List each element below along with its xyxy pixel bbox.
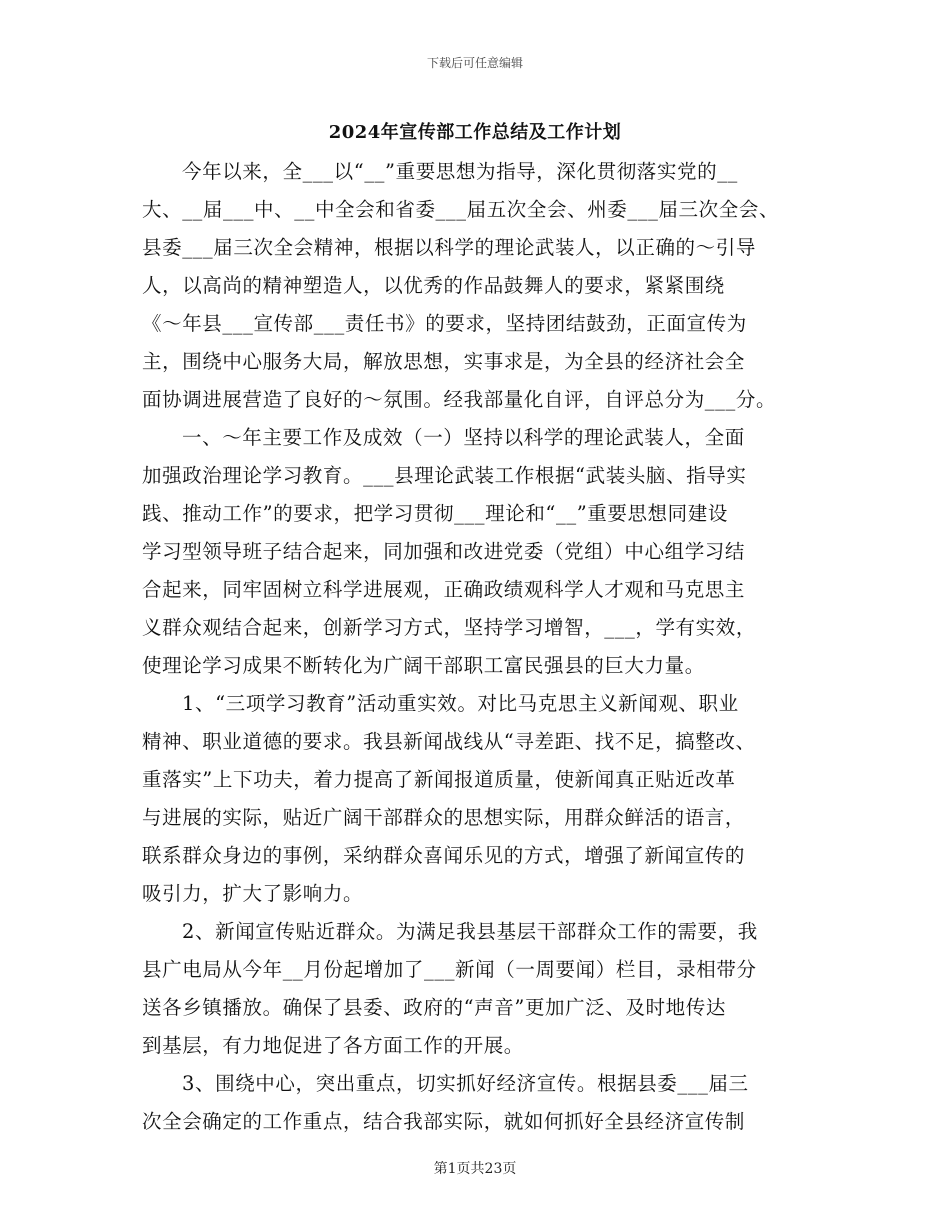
text-line: 使理论学习成果不断转化为广阔干部职工富民强县的巨大力量。 <box>142 654 705 677</box>
text-line: 联系群众身边的事例，采纳群众喜闻乐见的方式，增强了新闻宣传的 <box>142 844 746 867</box>
text-line: 义群众观结合起来，创新学习方式，坚持学习增智，___，学有实效， <box>142 616 756 639</box>
text-line: 县委___届三次全会精神，根据以科学的理论武装人，以正确的～引导 <box>142 236 756 259</box>
text-line: 送各乡镇播放。确保了县委、政府的“声音”更加广泛、及时地传达 <box>142 996 726 1019</box>
text-line: 一、～年主要工作及成效（一）坚持以科学的理论武装人，全面 <box>182 426 745 449</box>
page-footer: 第1页共23页 <box>433 1161 517 1177</box>
text-line: 与进展的实际，贴近广阔干部群众的思想实际，用群众鲜活的语言， <box>142 806 746 829</box>
text-line: 3、围绕中心，突出重点，切实抓好经济宣传。根据县委___届三 <box>182 1072 749 1095</box>
text-line: 人，以高尚的精神塑造人，以优秀的作品鼓舞人的要求，紧紧围绕 <box>142 274 725 297</box>
document-title: 2024年宣传部工作总结及工作计划 <box>328 122 622 143</box>
text-line: 学习型领导班子结合起来，同加强和改进党委（党组）中心组学习结 <box>142 540 746 563</box>
text-line: 重落实”上下功夫，着力提高了新闻报道质量，使新闻真正贴近改革 <box>142 768 736 791</box>
download-note: 下载后可任意编辑 <box>426 56 523 70</box>
text-line: 县广电局从今年__月份起增加了___新闻（一周要闻）栏目，录相带分 <box>142 958 757 981</box>
text-line: 精神、职业道德的要求。我县新闻战线从“寻差距、找不足，搞整改、 <box>142 730 756 753</box>
text-line: 大、__届___中、__中全会和省委___届五次全会、州委___届三次全会、 <box>142 198 780 221</box>
text-line: 到基层，有力地促进了各方面工作的开展。 <box>142 1034 524 1057</box>
text-line: 1、“三项学习教育”活动重实效。对比马克思主义新闻观、职业 <box>182 692 739 715</box>
text-line: 2、新闻宣传贴近群众。为满足我县基层干部群众工作的需要，我 <box>182 920 758 943</box>
text-line: 合起来，同牢固树立科学进展观，正确政绩观科学人才观和马克思主 <box>142 578 746 601</box>
text-line: 吸引力，扩大了影响力。 <box>142 882 364 905</box>
text-line: 加强政治理论学习教育。___县理论武装工作根据“武装头脑、指导实 <box>142 464 747 487</box>
text-line: 今年以来，全___以“__”重要思想为指导，深化贯彻落实党的__ <box>182 160 738 183</box>
text-line: 次全会确定的工作重点，结合我部实际，就如何抓好全县经济宣传制 <box>142 1110 746 1133</box>
text-line: 面协调进展营造了良好的～氛围。经我部量化自评，自评总分为___分。 <box>142 388 777 411</box>
text-line: 践、推动工作”的要求，把学习贯彻___理论和“__”重要思想同建设 <box>142 502 728 525</box>
text-line: 主，围绕中心服务大局，解放思想，实事求是，为全县的经济社会全 <box>142 350 746 373</box>
text-line: 《～年县___宣传部___责任书》的要求，坚持团结鼓劲，正面宣传为 <box>142 312 747 335</box>
